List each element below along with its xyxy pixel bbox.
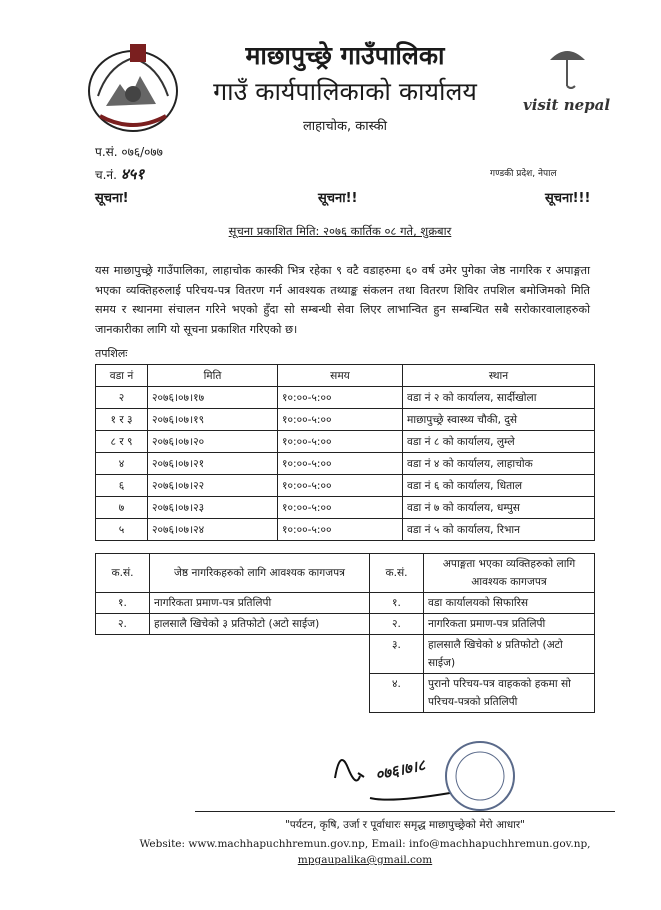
table-row — [96, 453, 595, 475]
blank-cell — [150, 635, 370, 674]
cell-ward: १ र ३ — [96, 409, 148, 431]
footer-slogan: "पर्यटन, कृषि, उर्जा र पूर्वाधारः समृद्ध माछापुच्छ्रेको मेरो आधार" — [284, 819, 526, 831]
reference-cn — [95, 164, 144, 184]
col-time: समय — [278, 365, 403, 387]
org-title: माछापुच्छ्रे गाउँपालिका — [245, 41, 445, 70]
org-subtitle: गाउँ कार्यपालिकाको कार्यालय — [213, 77, 477, 106]
cell-place: वडा नं २ को कार्यालय, सार्दीखोला — [403, 387, 595, 409]
blank-cell — [96, 635, 150, 674]
schedule-header-row — [96, 365, 595, 387]
notice-body: यस माछापुच्छ्रे गाउँपालिका, लाहाचोक कास्की भित्र रहेका ९ वटै वडाहरुमा ६० वर्ष उमेर पुगेका जेष्ठ नागरिक र अपाङ्गता भएका व्यक्तिहरुलाई परिचय-पत्र वितरण गर्न आवश्यक तथ्याङ्क संकलन तथा वितरण शिविर तपशिल बमोजिमको मिति समय र स्थानमा संचालन गरिने भएको हुँदा सो सम्बन्धी सेवा लिएर लाभान्वित हुन सम्बन्धित सबै सरोकारवालाहरुको जानकारीका लागि यो सूचना प्रकाशित गरिएको छ। — [95, 264, 590, 336]
table-row — [96, 475, 595, 497]
table-row — [96, 593, 595, 614]
notice-word-1: सूचना! — [95, 191, 129, 206]
cell-date: २०७६।०७।१७ — [148, 387, 278, 409]
cell-place: माछापुच्छ्रे स्वास्थ्य चौकी, दुसे — [403, 409, 595, 431]
notice-word-2: सूचना!! — [318, 191, 358, 206]
cell-place: वडा नं ७ को कार्यालय, धम्पुस — [403, 497, 595, 519]
cell-date: २०७६।०७।१९ — [148, 409, 278, 431]
table-row — [96, 614, 595, 635]
table-row — [96, 635, 595, 674]
details-label: तपशिलः — [95, 347, 128, 360]
cell-ward: ५ — [96, 519, 148, 541]
notice-word-3: सूचना!!! — [545, 191, 591, 206]
publish-date: सूचना प्रकाशित मिति: २०७६ कार्तिक ०८ गते, शुक्रबार — [228, 224, 452, 238]
cell-place: वडा नं ४ को कार्यालय, लाहाचोक — [403, 453, 595, 475]
cell-place: वडा नं ५ को कार्यालय, रिभान — [403, 519, 595, 541]
blank-cell — [96, 674, 150, 713]
disabled-sn: ३. — [370, 635, 424, 674]
senior-docs-header: जेष्ठ नागरिकहरुको लागि आवश्यक कागजपत्र — [150, 554, 370, 593]
cell-ward: ८ र ९ — [96, 431, 148, 453]
footer-contact — [115, 836, 615, 868]
cell-time: १०:००-५:०० — [278, 409, 403, 431]
cell-time: १०:००-५:०० — [278, 519, 403, 541]
cell-ward: २ — [96, 387, 148, 409]
table-row — [96, 431, 595, 453]
cell-time: १०:००-५:०० — [278, 453, 403, 475]
disabled-sn: १. — [370, 593, 424, 614]
disabled-doc: वडा कार्यालयको सिफारिस — [424, 593, 595, 614]
ps-label: प.सं. — [95, 145, 118, 159]
disabled-docs-header: अपाङ्गता भएका व्यक्तिहरुको लागि आवश्यक कागजपत्र — [424, 554, 595, 593]
signature-area — [330, 738, 530, 818]
nepal-emblem-icon — [78, 36, 188, 136]
website-line: Website: www.machhapuchhremun.gov.np, Email: info@machhapuchhremun.gov.np, — [139, 838, 591, 850]
ps-value: ०७६/०७७ — [121, 145, 163, 159]
cell-time: १०:००-५:०० — [278, 387, 403, 409]
senior-sn: १. — [96, 593, 150, 614]
cell-place: वडा नं ६ को कार्यालय, धिताल — [403, 475, 595, 497]
cell-time: १०:००-५:०० — [278, 497, 403, 519]
cell-date: २०७६।०७।२४ — [148, 519, 278, 541]
senior-doc: नागरिकता प्रमाण-पत्र प्रतिलिपी — [150, 593, 370, 614]
schedule-table — [95, 364, 595, 541]
table-row — [96, 497, 595, 519]
disabled-sn: ४. — [370, 674, 424, 713]
cell-ward: ७ — [96, 497, 148, 519]
cell-ward: ६ — [96, 475, 148, 497]
col-ward: वडा नं — [96, 365, 148, 387]
visit-nepal-logo — [515, 38, 620, 128]
signature-icon — [330, 738, 530, 818]
col-place: स्थान — [403, 365, 595, 387]
col-date: मिति — [148, 365, 278, 387]
cell-date: २०७६।०७।२२ — [148, 475, 278, 497]
disabled-sn: २. — [370, 614, 424, 635]
disabled-doc: पुरानो परिचय-पत्र वाहकको हकमा सो परिचय-पत्रको प्रतिलिपी — [424, 674, 595, 713]
table-row — [96, 674, 595, 713]
documents-table — [95, 553, 595, 713]
visit-nepal-text: visit nepal — [523, 96, 611, 114]
cell-ward: ४ — [96, 453, 148, 475]
disabled-doc: नागरिकता प्रमाण-पत्र प्रतिलिपी — [424, 614, 595, 635]
footer-divider — [195, 811, 615, 812]
signature-date: ०७६।७।८ — [373, 755, 427, 785]
province-label: गण्डकी प्रदेश, नेपाल — [490, 169, 557, 179]
table-row — [96, 409, 595, 431]
cell-date: २०७६।०७।२३ — [148, 497, 278, 519]
sn-header-senior: क.सं. — [96, 554, 150, 593]
cell-time: १०:००-५:०० — [278, 431, 403, 453]
cn-value: ४५१ — [120, 165, 145, 183]
blank-cell — [150, 674, 370, 713]
sn-header-disabled: क.सं. — [370, 554, 424, 593]
table-row — [96, 519, 595, 541]
reference-ps — [95, 143, 163, 160]
cell-place: वडा नं ८ को कार्यालय, लुम्ले — [403, 431, 595, 453]
cn-label: च.नं. — [95, 168, 117, 182]
senior-sn: २. — [96, 614, 150, 635]
cell-time: १०:००-५:०० — [278, 475, 403, 497]
umbrella-icon — [515, 38, 620, 98]
senior-doc: हालसालै खिचेको ३ प्रतिफोटो (अटो साईज) — [150, 614, 370, 635]
documents-header-row — [96, 554, 595, 593]
cell-date: २०७६।०७।२१ — [148, 453, 278, 475]
email-line: mpgaupalika@gmail.com — [297, 854, 433, 866]
disabled-doc: हालसालै खिचेको ४ प्रतिफोटो (अटो साईज) — [424, 635, 595, 674]
table-row — [96, 387, 595, 409]
org-address: लाहाचोक, कास्की — [302, 119, 388, 134]
cell-date: २०७६।०७।२० — [148, 431, 278, 453]
